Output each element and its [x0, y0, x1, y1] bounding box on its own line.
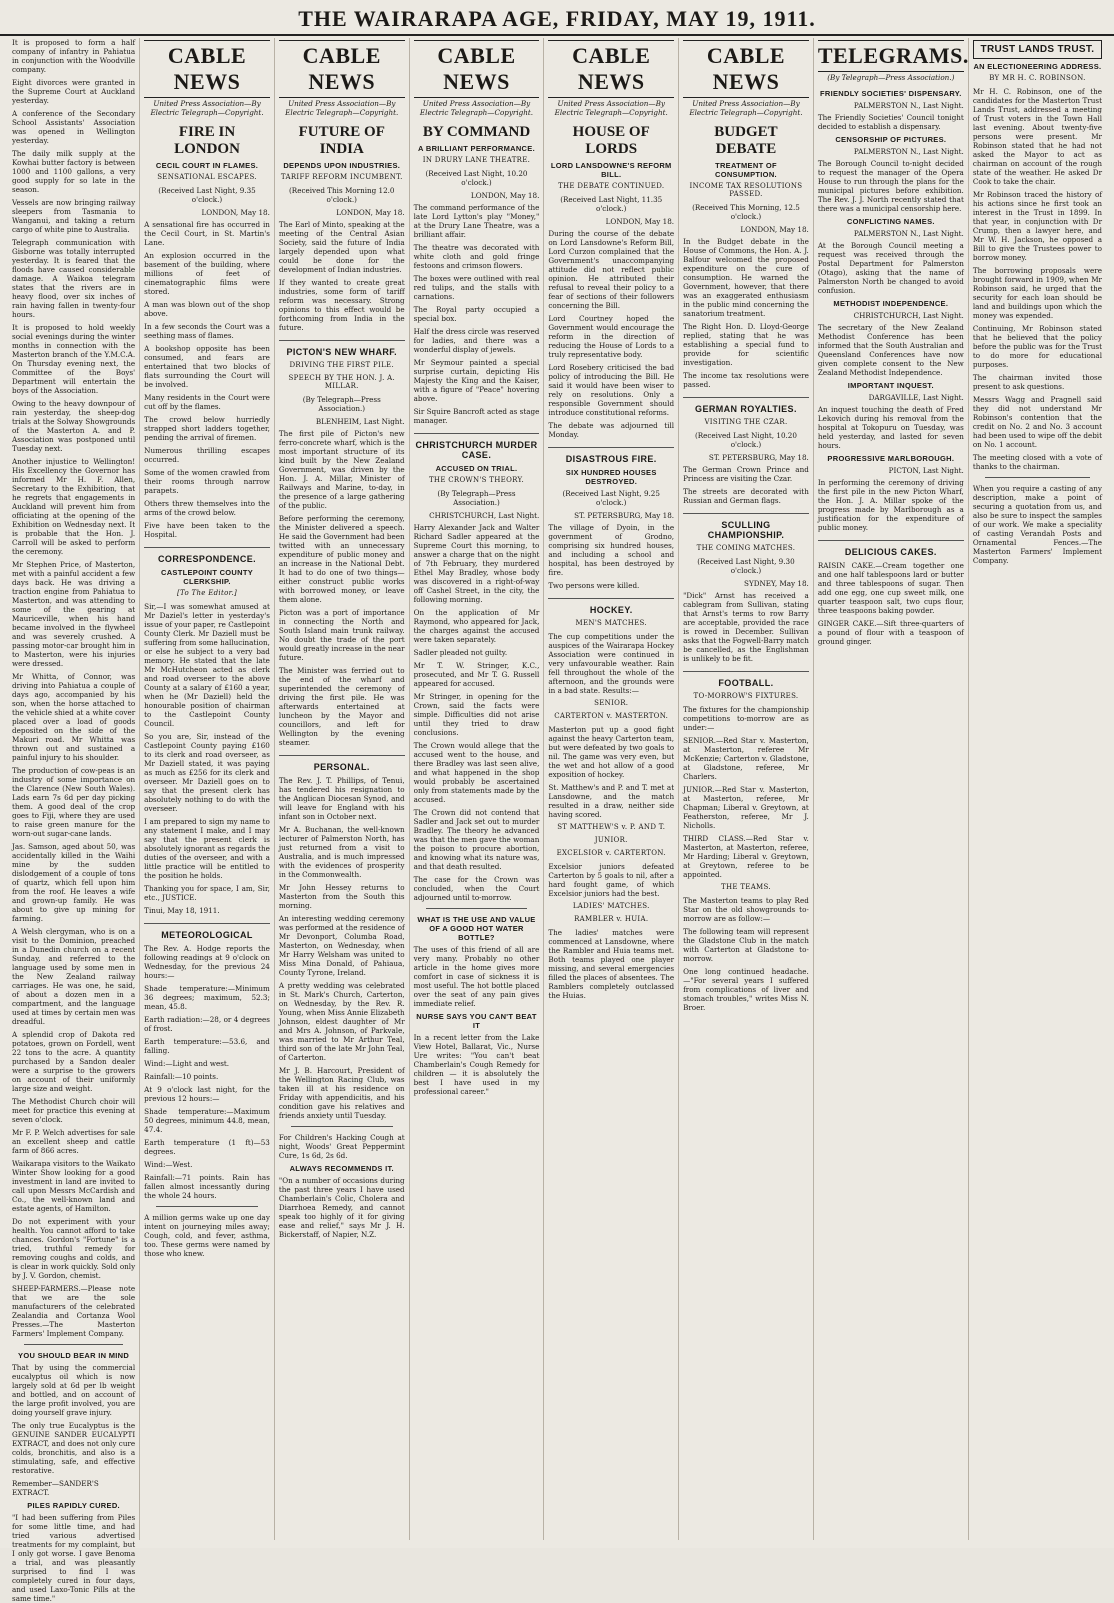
trust-body: [973, 87, 1102, 471]
received-line: (Received Last Night, 9.35 o'clock.): [158, 185, 256, 204]
paragraph: Mr Stephen Price, of Masterton, met with a painful accident a few days back. He was driving a traction engine from Pahiatua to Masterton, and was attending to some of the gearing at Mauriceville, when his hand became involved in the flywheel and was severely crushed. A passing motor-car brought him in to Masterton, were his injuries were dressed.: [12, 560, 136, 668]
paragraph: The Right Hon. D. Lloyd-George replied, stating that he was establishing a special fund to provide for scientific investigation.: [683, 321, 809, 367]
columns: [8, 38, 1106, 1603]
trust-subheading: AN ELECTIONEERING ADDRESS.: [973, 62, 1102, 71]
paragraph: Sir,—I was somewhat amused at Mr Daziel's letter in yesterday's issue of your paper, re Castlepoint County Clerk. Mr Daziell must be suffering from some hallucination, or else he subject to a very bad memory. He stated that the late Mr McHutcheon acted as clerk and road overseer to the above County at a salary of £160 a year, when he (Mr Daziell) held the honourable position of chairman to the Castlepoint County Council.: [144, 601, 270, 728]
paragraph: The following team will represent the Gladstone Club in the match with Carterton at Gladstone to-morrow.: [683, 926, 809, 963]
paragraph: Some of the women crawled from their rooms through narrow parapets.: [144, 467, 270, 495]
article-deck: INCOME TAX RESOLUTIONS PASSED.: [689, 181, 803, 198]
ad-text: For Children's Hacking Cough at night, Woods' Great Peppermint Cure, 1s 6d, 2s 6d.: [278, 1132, 405, 1160]
letter-heading: CASTLEPOINT COUNTY CLERKSHIP.: [160, 567, 254, 586]
paragraph: The chairman invited those present to ask questions.: [972, 373, 1102, 391]
paragraph: Continuing, Mr Robinson stated that he believed that the policy before the public was for the Trust to do more for educational purposes.: [972, 324, 1102, 369]
article-headline: BY COMMAND: [422, 123, 531, 140]
paragraph: The Methodist Church choir will meet for practice this evening at seven o'clock.: [12, 1097, 136, 1124]
received-line: (Received Last Night, 11.35 o'clock.): [560, 194, 663, 213]
paragraph: Five have been taken to the Hospital.: [144, 520, 270, 539]
paragraph: In the Budget debate in the House of Commons, the Hon. A. J. Balfour welcomed the proposed expenditure on the cure of consumption. He warned the Government, however, that there was an exaggerated enthusiasm in the public mind concerning the sanatorium treatment.: [683, 236, 809, 318]
paragraph: JUNIOR.—Red Star v. Masterton, at Masterton, referee, Mr Chapman; Liberal v. Greytown, at Featherston, referee, Mr J. Nicholls.: [683, 784, 809, 830]
paragraph: Waikarapa visitors to the Waikato Winter Show looking for a good investment in land are invited to call upon Messrs McCardish and Co., the well-known land and estate agents, of Hamilton.: [12, 1159, 136, 1213]
royalties-deck: VISITING THE CZAR.: [704, 417, 788, 426]
paragraph: The village of Dyoin, in the government of Grodno, comprising six hundred houses, and including a school and hospital, has been destroyed by fire.: [548, 522, 675, 577]
murder-byline: (By Telegraph—Press Association.): [437, 488, 516, 507]
paragraph: Lord Rosebery criticised the bad policy of introducing the Bill. He said it would have been wiser to rely on resolutions. Only a responsible Government should introduce constitutional reforms.: [548, 362, 675, 417]
paragraph: Shade temperature:—Minimum 36 degrees; maximum, 52.3; mean, 45.8.: [144, 983, 270, 1011]
paragraph: A bookshop opposite has been consumed, and fears are entertained that two blocks of flats surrounding the Court will be involved.: [144, 343, 270, 389]
cable-subheader: United Press Association—By Electric Telegraph—Copyright.: [689, 99, 803, 117]
fire-subheadline: SIX HUNDRED HOUSES DESTROYED.: [565, 467, 657, 486]
paragraph: The cup competitions under the auspices of the Wairarapa Hockey Association were continued in very unfavourable weather. Rain fell throughout the whole of the afternoon, and the grounds were in a bad state. Results:—: [548, 631, 675, 695]
paragraph: Wind:—Light and west.: [144, 1058, 230, 1068]
paragraph: An explosion occurred in the basement of the building, where millions of feet of cinematographic films were stored.: [144, 250, 270, 296]
telegrams-header: TELEGRAMS.: [818, 40, 964, 72]
column-4: [410, 38, 545, 1540]
article-headline: HOUSE OF LORDS: [572, 123, 650, 157]
football-deck: TO-MORROW'S FIXTURES.: [693, 691, 799, 700]
masthead-title: THE WAIRARAPA AGE, FRIDAY, MAY 19, 1911.: [298, 6, 816, 31]
article-body: [279, 220, 405, 332]
cable-subheader: United Press Association—By Electric Telegraph—Copyright.: [150, 99, 264, 117]
ad2-heading: PILES RAPIDLY CURED.: [27, 1501, 120, 1510]
local-notes: [12, 38, 135, 1338]
cakes-heading: DELICIOUS CAKES.: [818, 540, 964, 557]
paragraph: Rainfall:—10 points.: [144, 1071, 219, 1081]
article-subheadline: TREATMENT OF CONSUMPTION.: [714, 160, 777, 179]
paragraph: THIRD CLASS.—Red Star v. Masterton, at Masterton, referee, Mr Harding; Liberal v. Greytown, at Greytown, referee to be appointed.: [683, 833, 809, 879]
sculling-body: [683, 591, 809, 663]
sculling-dateline: SYDNEY, May 18.: [744, 578, 809, 588]
divider: [24, 1344, 123, 1345]
column-5: [544, 38, 679, 1540]
ad-heading: WHAT IS THE USE AND VALUE OF A GOOD HOT WATER BOTTLE?: [417, 914, 536, 942]
paragraph: Jas. Samson, aged about 50, was accidentally killed in the Waihi mine by the sudden dislodgement of a couple of tons of quartz, which fell upon him from the roof. He leaves a wife and grown-up family. He was about to give up mining for farming.: [12, 842, 136, 923]
paragraph: Messrs Wagg and Pragnell said they did not understand Mr Robinson's contention that the credit on No. 2 and No. 3 account had been used to wipe off the debit on No. 1 account.: [972, 395, 1102, 449]
hockey-body: [548, 632, 674, 695]
friendly-dateline: PALMERSTON N., Last Night.: [853, 100, 964, 110]
article-deck: THE DEBATE CONTINUED.: [558, 181, 665, 190]
paragraph: Excelsior juniors defeated Carterton by 5 goals to nil, after a hard fought game, of which Excelsior juniors had the best.: [548, 861, 675, 898]
paragraph: Two persons were killed.: [548, 580, 640, 590]
cable-news-header: CABLE NEWS: [548, 40, 674, 98]
section-correspondence: CORRESPONDENCE.: [144, 547, 270, 564]
paragraph: SHEEP-FARMERS.—Please note that we are the sole manufacturers of the celebrated Zealandia and Cortanza Wool Presses.—The Masterton Farmers' Implement Company.: [12, 1284, 136, 1338]
received-line: (Received This Morning 12.0 o'clock.): [289, 185, 395, 204]
paragraph: That by using the commercial eucalyptus oil which is now largely sold at 6d per lb weight and bottled, and on account of the large profit involved, you are doing yourself grave injury.: [12, 1363, 136, 1417]
paragraph: During the course of the debate on Lord Lansdowne's Reform Bill, Lord Curzon complained that the Government's unaccompanying attitude did not reflect public opinion. He attributed their refusal to reveal their policy to a fear of sections of their followers concerning the Bill.: [548, 228, 675, 310]
paragraph: The German Crown Prince and Princess are visiting the Czar.: [683, 464, 809, 483]
paragraph: GINGER CAKE.—Sift three-quarters of a pound of flour with a teaspoon of ground ginger.: [817, 618, 964, 646]
paragraph: The Crown would allege that the accused went to the house, and there Bradley was last seen alive, and what happened in the shop would probably be ascertained only from statements made by the accused.: [413, 740, 540, 804]
divider: [985, 477, 1090, 478]
paragraph: Picton was a port of importance in connecting the North and South Island main trunk railway. No doubt the trade of the port would greatly increase in the near future.: [278, 607, 405, 662]
paragraph: I am prepared to sign my name to any statement I make, and I may say that the present clerk is absolutely ignorant as regards the duties of the overseer, and with a little practice will be entitled to the position he holds.: [144, 816, 270, 880]
article-headline: BUDGET DEBATE: [714, 123, 778, 157]
fire-body: [548, 523, 674, 590]
junior-heading: JUNIOR.: [594, 835, 628, 844]
censor-dateline: PALMERSTON N., Last Night.: [853, 146, 964, 156]
paragraph: If they wanted to create great industries, some form of tariff reform was necessary. Strong opinions to this effect would be forthcoming from India in the future.: [278, 277, 405, 332]
murder-headline: CHRISTCHURCH MURDER CASE.: [414, 433, 540, 460]
conflict-heading: CONFLICTING NAMES.: [846, 216, 935, 226]
paragraph: Many residents in the Court were cut off by the flames.: [144, 392, 270, 411]
dateline: LONDON, May 18.: [201, 207, 270, 217]
ad2-heading: ALWAYS RECOMMENDS IT.: [289, 1163, 394, 1173]
teams-body: [683, 896, 809, 1012]
cable-subheader: United Press Association—By Electric Telegraph—Copyright.: [554, 99, 668, 117]
paragraph: Mr Stringer, in opening for the Crown, said the facts were simple. Difficulties did not arise until they tried to draw conclusions.: [413, 691, 540, 737]
paragraph: Mr J. B. Harcourt, President of the Wellington Racing Club, was taken ill at his residence on Friday with appendicitis, and his condition gave his relatives and friends anxiety until Tuesday.: [278, 1065, 405, 1120]
friendly-heading: FRIENDLY SOCIETIES' DISPENSARY.: [819, 88, 962, 98]
paragraph: On the application of Mr Raymond, who appeared for Jack, the charges against the accused were taken separately.: [413, 607, 540, 644]
censor-heading: CENSORSHIP OF PICTURES.: [835, 134, 947, 144]
paragraph: Earth radiation:—28, or 4 degrees of frost.: [144, 1014, 270, 1033]
teams-heading: THE TEAMS.: [721, 882, 771, 891]
conflict-body: At the Borough Council meeting a request was received through the Postal Department for Palmerston (Otago), asking that the name of Palmerston North be changed to avoid confusion.: [817, 240, 964, 295]
masthead: [0, 0, 1114, 36]
marl-dateline: PICTON, Last Night.: [888, 465, 964, 475]
paragraph: "I had been suffering from Piles for some little time, and had tried various advertised treatments for my complaint, but I only got worse. I gave Benoma a trial, and was pleasantly surprised to find I was completely cured in four days, and used Laxo-Tonic Pills at the same time.": [12, 1513, 136, 1603]
paragraph: Mr A. Buchanan, the well-known lecturer of Palmerston North, has just returned from a visit to Australia, and is much impressed with the evidences of prosperity in the Commonwealth.: [278, 824, 405, 879]
football-body: [683, 705, 809, 879]
paragraph: It is proposed to form a half company of infantry in Pahiatua in conjunction with the Woodville company.: [12, 38, 136, 74]
senior-body: [548, 725, 674, 819]
paragraph: St. Matthew's and P. and T. met at Lansdowne, and the match resulted in a draw, neither side having scored.: [548, 782, 675, 819]
trust-ad: When you require a casting of any description, make a point of securing a quotation from us, and also be sure to inspect the samples of our work. We make a speciality of casting Verandah Posts and Ornamental Fences.—The Masterton Farmers' Implement Company.: [972, 484, 1102, 565]
paragraph: Owing to the heavy downpour of rain yesterday, the sheep-dog trials at the Solway Showgrounds of the Masterton A. and P. Association was postponed until Tuesday next.: [12, 399, 136, 453]
paragraph: One long continued headache.—"For several years I suffered from complications of liver and stomach troubles," writes Miss N. Broer.: [683, 966, 809, 1012]
paragraph: At 9 o'clock last night, for the previous 12 hours:—: [144, 1084, 270, 1103]
ad2-text: "On a number of occasions during the past three years I have used Chamberlain's Colic, Cholera and Diarrhoea Remedy, and cannot speak too highly of it for giving ease and relief," says Mr J. H. Bickerstaff, of Napier, N.Z.: [278, 1175, 405, 1239]
paragraph: Mr H. C. Robinson, one of the candidates for the Masterton Trust Lands Trust, addressed a meeting of Trust voters in the Town Hall last evening. About twenty-five persons were present. Mr Robinson stated that he had not asked the Mayor to act as chairman on account of the rough state of the weather. He asked Dr Cook to take the chair.: [972, 87, 1102, 186]
paragraph: Do not experiment with your health. You cannot afford to take chances. Gordon's "Fortune" is a tried, truthful remedy for removing coughs and colds, and is clear in work quickly. Sold only by J. V. Gordon, chemist.: [12, 1217, 136, 1280]
paragraph: The Masterton teams to play Red Star on the old showgrounds to-morrow are as follow:—: [683, 895, 809, 923]
ladies-body: [548, 928, 674, 1000]
article-headline: FUTURE OF INDIA: [298, 123, 385, 157]
ladies-match: RAMBLER v. HUIA.: [574, 914, 649, 923]
paragraph: A Welsh clergyman, who is on a visit to the Dominion, preached in a Dunedin church on a recent Sunday, and referred to the language used by some men in the New Zealand railway carriages. He was one, he said, of about a dozen men in a compartment, and the language used at times by certain men was dreadful.: [12, 927, 136, 1026]
royalties-body: [683, 465, 809, 505]
paragraph: RAISIN CAKE.—Cream together one and one half tablespoons lard or butter and three tablespoons of sugar. Then add one egg, one cup sweet milk, one quarter teaspoon salt, two cups flour, three teaspoons baking powder.: [817, 560, 964, 615]
paragraph: The Crown did not contend that Sadler and Jack set out to murder Bradley. The theory he advanced was that the men gave the woman the poison to procure abortion, and knowing what its nature was, and that death resulted.: [413, 807, 540, 871]
sculling-received: (Received Last Night, 9.30 o'clock.): [697, 556, 795, 575]
royalties-dateline: ST. PETERSBURG, May 18.: [708, 452, 809, 462]
paragraph: So you are, Sir, instead of the Castlepoint County paying £160 to its clerk and road overseer, as Mr Daziell stated, it was paying as much as £256 for its clerk and overseer. Mr Daziell goes on to say that the present clerk has absolutely nothing to do with the overseer.: [144, 731, 270, 813]
ladies-heading: LADIES' MATCHES.: [572, 901, 650, 910]
paragraph: In a few seconds the Court was a seething mass of flames.: [144, 321, 270, 340]
paragraph: The borrowing proposals were brought forward in 1909, when Mr Robinson said, he urged that the security for each loan should be land and buildings upon which the money was expended.: [972, 266, 1102, 320]
column-8: [969, 38, 1106, 1540]
friendly-body: The Friendly Societies' Council tonight decided to establish a dispensary.: [817, 112, 964, 131]
paragraph: A man was blown out of the shop above.: [144, 299, 270, 318]
murder-body: [414, 523, 540, 902]
methodist-dateline: CHRISTCHURCH, Last Night.: [853, 310, 964, 320]
marl-heading: PROGRESSIVE MARLBOROUGH.: [827, 453, 955, 463]
section-football: FOOTBALL.: [683, 671, 809, 688]
paragraph: A pretty wedding was celebrated in St. Mark's Church, Carterton, on Wednesday, by the Rev. R. Young, when Miss Annie Elizabeth Johnson, eldest daughter of Mr and Mrs A. Johnson, of Parkvale, was married to Mr Arthur Teal, third son of the late Mr John Teal, of Carterton.: [278, 980, 405, 1062]
methodist-body: The secretary of the New Zealand Methodist Conference has been informed that the South Australian and Queensland Conferences have now given complete consent to the New Zealand Methodist Independence.: [817, 322, 964, 377]
paragraph: Another injustice to Wellington! His Excellency the Governor has informed Mr H. F. Allen, Secretary to the Exhibition, that he regrets that engagements in Auckland will prevent him from officiating at the opening of the Exhibition on Wednesday next. It is probable that the Hon. J. Carroll will be asked to perform the ceremony.: [12, 457, 136, 556]
inquest-body: An inquest touching the death of Fred Lekovich during his removal from the hospital at Tokopuru on Tuesday, was held yesterday, and lasted for seven hours.: [817, 404, 964, 450]
royalties-received: (Received Last Night, 10.20 o'clock.): [694, 430, 797, 449]
paragraph: The boxes were outlined with real red tulips, and the stalls with carnations.: [413, 273, 540, 301]
paragraph: The case for the Crown was concluded, when the Court adjourned until to-morrow.: [413, 874, 540, 902]
dateline: LONDON, May 18.: [470, 190, 540, 200]
personal-body: [279, 776, 405, 1120]
paragraph: Remember—SANDER'S EXTRACT.: [12, 1479, 99, 1497]
column-2: [140, 38, 275, 1540]
section-meteorological: METEOROLOGICAL: [144, 923, 270, 940]
junior-match: EXCELSIOR v. CARTERTON.: [556, 848, 666, 857]
junior-body: [548, 862, 674, 898]
paragraph: The crowd below hurriedly strapped short ladders together, pending the arrival of firemen.: [144, 414, 270, 442]
paragraph: Harry Alexander Jack and Walter Richard Sadler appeared at the Supreme Court this morning, to answer a charge that on the night of 7th February, they murdered Ethel May Bradley, whose body was discovered in a right-of-way off Cashel Street, in the city, the following morning.: [413, 522, 540, 604]
methodist-heading: METHODIST INDEPENDENCE.: [833, 298, 949, 308]
paragraph: Mr T. W. Stringer, K.C., prosecuted, and Mr T. G. Russell appeared for accused.: [413, 660, 540, 688]
paragraph: An interesting wedding ceremony was performed at the residence of Mr Devonport, Columba Road, Masterton, on Wednesday, when Mr Harry Welsham was united to Miss Mina Donald, of Pahiaua, County Tyrone, Ireland.: [278, 913, 405, 977]
paragraph: Lord Courtney hoped the Government would encourage the reform in the direction of reducing the House of Lords to a truly representative body.: [548, 313, 675, 359]
wharf-deck: DRIVING THE FIRST PILE.: [289, 360, 394, 369]
dateline: LONDON, May 18.: [740, 224, 809, 234]
section-hockey: HOCKEY.: [548, 598, 674, 615]
cable-subheader: United Press Association—By Electric Telegraph—Copyright.: [419, 99, 534, 117]
match-2: ST MATTHEW'S v. P. AND T.: [557, 822, 666, 831]
article-subheadline: A BRILLIANT PERFORMANCE.: [418, 143, 535, 153]
cable-news-header: CABLE NEWS: [683, 40, 809, 98]
murder-subheadline: ACCUSED ON TRIAL.: [435, 463, 518, 473]
cable-subheader: United Press Association—By Electric Telegraph—Copyright.: [285, 99, 399, 117]
paragraph: A sensational fire has occurred in the Cecil Court, in St. Martin's Lane.: [144, 219, 270, 247]
paragraph: Telegraph communication with Gisborne was totally interrupted yesterday. It is feared that the floods have caused considerable damage. A Waikoa telegram states that the rivers are in heavy flood, over six inches of rain having fallen in twenty-four hours.: [12, 238, 136, 319]
sculling-deck: THE COMING MATCHES.: [696, 543, 796, 552]
article-subheadline: DEPENDS UPON INDUSTRIES.: [283, 160, 401, 170]
hockey-deck: MEN'S MATCHES.: [575, 618, 647, 627]
paragraph: The first pile of Picton's new ferro-concrete wharf, which is the most important structure of its kind built by the New Zealand Government, was driven by the Hon. J. A. Millar, Minister of Railways and Marine, to-day, in the presence of a large gathering of the public.: [278, 428, 405, 510]
ad2-body: [12, 1513, 135, 1603]
wharf-body: [279, 429, 405, 747]
paragraph: The meeting closed with a vote of thanks to the chairman.: [972, 453, 1102, 471]
paragraph: The production of cow-peas is an industry of some importance on the Clarence (New South Wales). Lads earn 7s 6d per day picking them. A good deal of the crop goes to Fiji, where they are used to raise green manure for the worn-out sugar-cane lands.: [12, 766, 136, 838]
murder-dateline: CHRISTCHURCH, Last Night.: [429, 510, 540, 520]
murder-deck: THE CROWN'S THEORY.: [428, 475, 525, 484]
paragraph: "Dick" Arnst has received a cablegram from Sullivan, stating that Arnst's terms to row Barry are acceptable, provided the race is rowed in December. Sullivan asks that the Fogwell-Barry match be cancelled, as the Englishman is unlikely to be fit.: [683, 590, 809, 663]
letter-body: [144, 602, 270, 902]
paragraph: Mr Robinson traced the history of his actions since he first took an interest in the Trust in 1899. In that year, in conjunction with Dr Crump, then a lawyer here, and Mr W. H. Jackson, he opposed a Bill to give the Trustees power to borrow money.: [972, 190, 1102, 262]
cakes-body: [818, 561, 964, 646]
paragraph: The fixtures for the championship competitions to-morrow are as under:—: [683, 704, 809, 732]
letter-to: [To The Editor.]: [177, 588, 238, 597]
column-7: [814, 38, 969, 1540]
paragraph: Masterton put up a good fight against the heavy Carterton team, but were defeated by two goals to nil. The game was very even, but the wet and hot allow of a good exposition of hockey.: [548, 724, 675, 779]
paragraph: The Rev. A. Hodge reports the following readings at 9 o'clock on Wednesday, for the previous 24 hours:—: [144, 943, 270, 980]
divider: [291, 1126, 393, 1127]
received-line: (Received Last Night, 10.20 o'clock.): [425, 168, 528, 187]
senior-heading: SENIOR.: [594, 698, 629, 707]
paragraph: Sir Squire Bancroft acted as stage manager.: [413, 406, 540, 425]
paragraph: Half the dress circle was reserved for ladies, and there was a wonderful display of jewels.: [413, 326, 540, 354]
dateline: LONDON, May 18.: [605, 216, 675, 226]
received-line: (Received This Morning, 12.5 o'clock.): [692, 202, 800, 221]
paragraph: The daily milk supply at the Kowhai butter factory is between 1000 and 1100 gallons, a very good supply for so late in the season.: [12, 149, 136, 194]
paragraph: The Minister was ferried out to the end of the wharf and superintended the ceremony of driving the first pile. He was afterwards entertained at luncheon by the Mayor and councillors, and left for Wellington by the evening steamer.: [278, 665, 405, 747]
inquest-heading: IMPORTANT INQUEST.: [847, 380, 934, 390]
conflict-dateline: PALMERSTON N., Last Night.: [853, 228, 964, 238]
paragraph: It is proposed to hold weekly social evenings during the winter months in connection with the Masterton branch of the Y.M.C.A. On Thursday evening next, the Committee of the Boys' Department will entertain the boys of the Association.: [12, 323, 136, 395]
letter-date: Tinui, May 18, 1911.: [144, 905, 220, 915]
article-body: [414, 203, 540, 425]
dateline: LONDON, May 18.: [336, 207, 405, 217]
paragraph: The income tax resolutions were passed.: [683, 370, 809, 389]
paragraph: Rainfall:—71 points. Rain has fallen almost incessantly during the whole 24 hours.: [144, 1172, 270, 1200]
wharf-dateline: BLENHEIM, Last Night.: [315, 416, 405, 426]
paragraph: The debate was adjourned till Monday.: [548, 420, 675, 439]
marl-body: In performing the ceremony of driving the first pile in the new Picton Wharf, the Hon. J. A. Millar spoke of the progress made by Marlborough as a justification for the expenditure of public money.: [817, 477, 964, 532]
paragraph: A splendid crop of Dakota red potatoes, grown on Fordell, went 22 tons to the acre. A quantity purchased by a Sandon dealer were a surprise to the growers on account of their uniformly large size and weight.: [12, 1030, 136, 1093]
ad2-text: In a recent letter from the Lake View Hotel, Ballarat, Vic., Nurse Ure writes: "You can't beat Chamberlain's Cough Remedy for children — it is absolutely the best I have used in my professional career.": [413, 1032, 540, 1096]
article-deck: SENSATIONAL ESCAPES.: [157, 172, 257, 181]
article-subheadline: LORD LANSDOWNE'S REFORM BILL.: [550, 160, 672, 179]
paragraph: SENIOR.—Red Star v. Masterton, at Masterton, referee Mr McKenzie; Carterton v. Gladstone, at Gladstone, referee, Mr Charlers.: [683, 735, 809, 781]
section-personal: PERSONAL.: [279, 755, 405, 772]
cable-news-header: CABLE NEWS: [414, 40, 540, 98]
article-deck: TARIFF REFORM INCUMBENT.: [280, 172, 403, 181]
paragraph: The command performance of the late Lord Lytton's play "Money," at the Drury Lane Theatre, was a brilliant affair.: [413, 202, 540, 239]
inquest-dateline: DARGAVILLE, Last Night.: [868, 392, 964, 402]
fire-dateline: ST. PETERSBURG, May 18.: [574, 510, 675, 520]
senior-match: CARTERTON v. MASTERTON.: [554, 711, 669, 720]
divider: [426, 908, 528, 909]
ad-text: The uses of this friend of all are very many. Probably no other article in the home gives more comfort in case of sickness it is most useful. The hot bottle placed over the seat of any pain gives immediate relief.: [413, 944, 540, 1008]
column-6: [679, 38, 814, 1540]
paragraph: Others threw themselves into the arms of the crowd below.: [144, 498, 270, 517]
paragraph: The Royal party occupied a special box.: [413, 304, 540, 323]
ad-text: A million germs wake up one day intent on journeying miles away; Cough, cold, and fever, asthma, too. These germs were named by those who knew.: [144, 1212, 270, 1258]
fire-received: (Received Last Night, 9.25 o'clock.): [562, 488, 660, 507]
fire-headline: DISASTROUS FIRE.: [548, 447, 674, 464]
paragraph: Wind:—West.: [144, 1159, 193, 1169]
paragraph: Mr Seymour painted a special surprise curtain, depicting His Majesty the King and the Kaiser, with a figure of "Peace" hovering above.: [413, 357, 540, 403]
paragraph: Mr Whitta, of Connor, was driving into Pahiatua a couple of days ago, accompanied by his son, when the horse attached to the vehicle shied at a white cover placed over a load of goods deposited on the side of the Makuri road. Mr Whitta was thrown out and sustained a painful injury to his shoulder.: [12, 672, 136, 762]
paragraph: A conference of the Secondary School Assistants' Association was opened in Wellington yesterday.: [12, 109, 136, 145]
wharf-deck-2: SPEECH BY THE HON. J. A. MILLAR.: [288, 373, 396, 390]
cable-news-header: CABLE NEWS: [279, 40, 405, 98]
article-body: [548, 229, 674, 439]
ad-heading: YOU SHOULD BEAR IN MIND: [18, 1351, 130, 1360]
paragraph: Before performing the ceremony, the Minister delivered a speech. He said the Government had been twitted with an unnecessary expenditure of public money and an increase in the National Debt. It had to do one of two things—either construct public works with borrowed money, or leave them alone.: [278, 513, 405, 604]
telegrams-byline: (By Telegraph—Press Association.): [827, 73, 955, 82]
royalties-headline: GERMAN ROYALTIES.: [683, 397, 809, 414]
paragraph: The streets are decorated with Russian and German flags.: [683, 486, 809, 505]
article-subheadline: CECIL COURT IN FLAMES.: [155, 160, 259, 170]
trust-byline: BY MR H. C. ROBINSON.: [989, 74, 1086, 82]
wharf-byline: (By Telegraph—Press Association.): [302, 394, 381, 413]
paragraph: The only true Eucalyptus is the GENUINE SANDER EUCALYPTI EXTRACT, and does not only cure colds, bronchitis, and also is a stimulating, safe, and effective restorative.: [12, 1421, 136, 1475]
paragraph: The theatre was decorated with white cloth and gold fringe festoons and crimson flowers.: [413, 242, 540, 270]
paragraph: Shade temperature:—Maximum 50 degrees, minimum 44.8, mean, 47.4.: [144, 1106, 270, 1134]
cable-news-header: CABLE NEWS: [144, 40, 270, 98]
paragraph: Sadler pleaded not guilty.: [413, 647, 508, 657]
paragraph: The ladies' matches were commenced at Lansdowne, where the Rambler and Huia teams met. Both teams played one player missing, and several emergencies filled the places of absentees. The Ramblers completely outclassed the Huias.: [548, 927, 675, 1000]
sculling-headline: SCULLING CHAMPIONSHIP.: [683, 513, 809, 540]
column-3: [275, 38, 410, 1540]
article-body: [144, 220, 270, 539]
article-deck: IN DRURY LANE THEATRE.: [422, 155, 531, 164]
ad-body: [12, 1363, 135, 1497]
paragraph: Earth temperature:—53.6, and falling.: [144, 1036, 270, 1055]
trust-title: TRUST LANDS TRUST.: [973, 40, 1102, 59]
paragraph: The Earl of Minto, speaking at the meeting of the Central Asian Society, said the future of India largely depended upon what could be done for the development of Indian industries.: [278, 219, 405, 274]
ad2-heading: NURSE SAYS YOU CAN'T BEAT IT: [416, 1011, 537, 1030]
paragraph: Eight divorces were granted in the Supreme Court at Auckland yesterday.: [12, 78, 136, 105]
paragraph: The Rev. J. T. Phillips, of Tenui, has tendered his resignation to the Anglican Diocesan Synod, and will leave for England with his infant son in October next.: [278, 775, 405, 821]
censor-body: The Borough Council to-night decided to request the manager of the Opera House to run through the plans for the municipal pictures before exhibition. The Rev. J. J. North recently stated that there was a municipal censorship here.: [817, 158, 964, 213]
paragraph: Mr F. P. Welch advertises for sale an excellent sheep and cattle farm of 866 acres.: [12, 1128, 136, 1155]
article-headline: FIRE IN LONDON: [174, 123, 240, 157]
paragraph: Vessels are now bringing railway sleepers from Tasmania to Wanganui, and taking a return cargo of white pine to Australia.: [12, 198, 136, 234]
meteorological-body: [144, 944, 270, 1200]
paragraph: Mr John Hessey returns to Masterton from the South this morning.: [278, 882, 405, 910]
paragraph: Thanking you for space, I am, Sir, etc., JUSTICE.: [144, 883, 270, 902]
column-1: [8, 38, 140, 1603]
wharf-headline: PICTON'S NEW WHARF.: [279, 340, 405, 357]
paragraph: Earth temperature (1 ft)—53 degrees.: [144, 1137, 270, 1156]
divider: [156, 1206, 258, 1207]
article-body: [683, 237, 809, 389]
paragraph: Numerous thrilling escapes occurred.: [144, 445, 270, 464]
